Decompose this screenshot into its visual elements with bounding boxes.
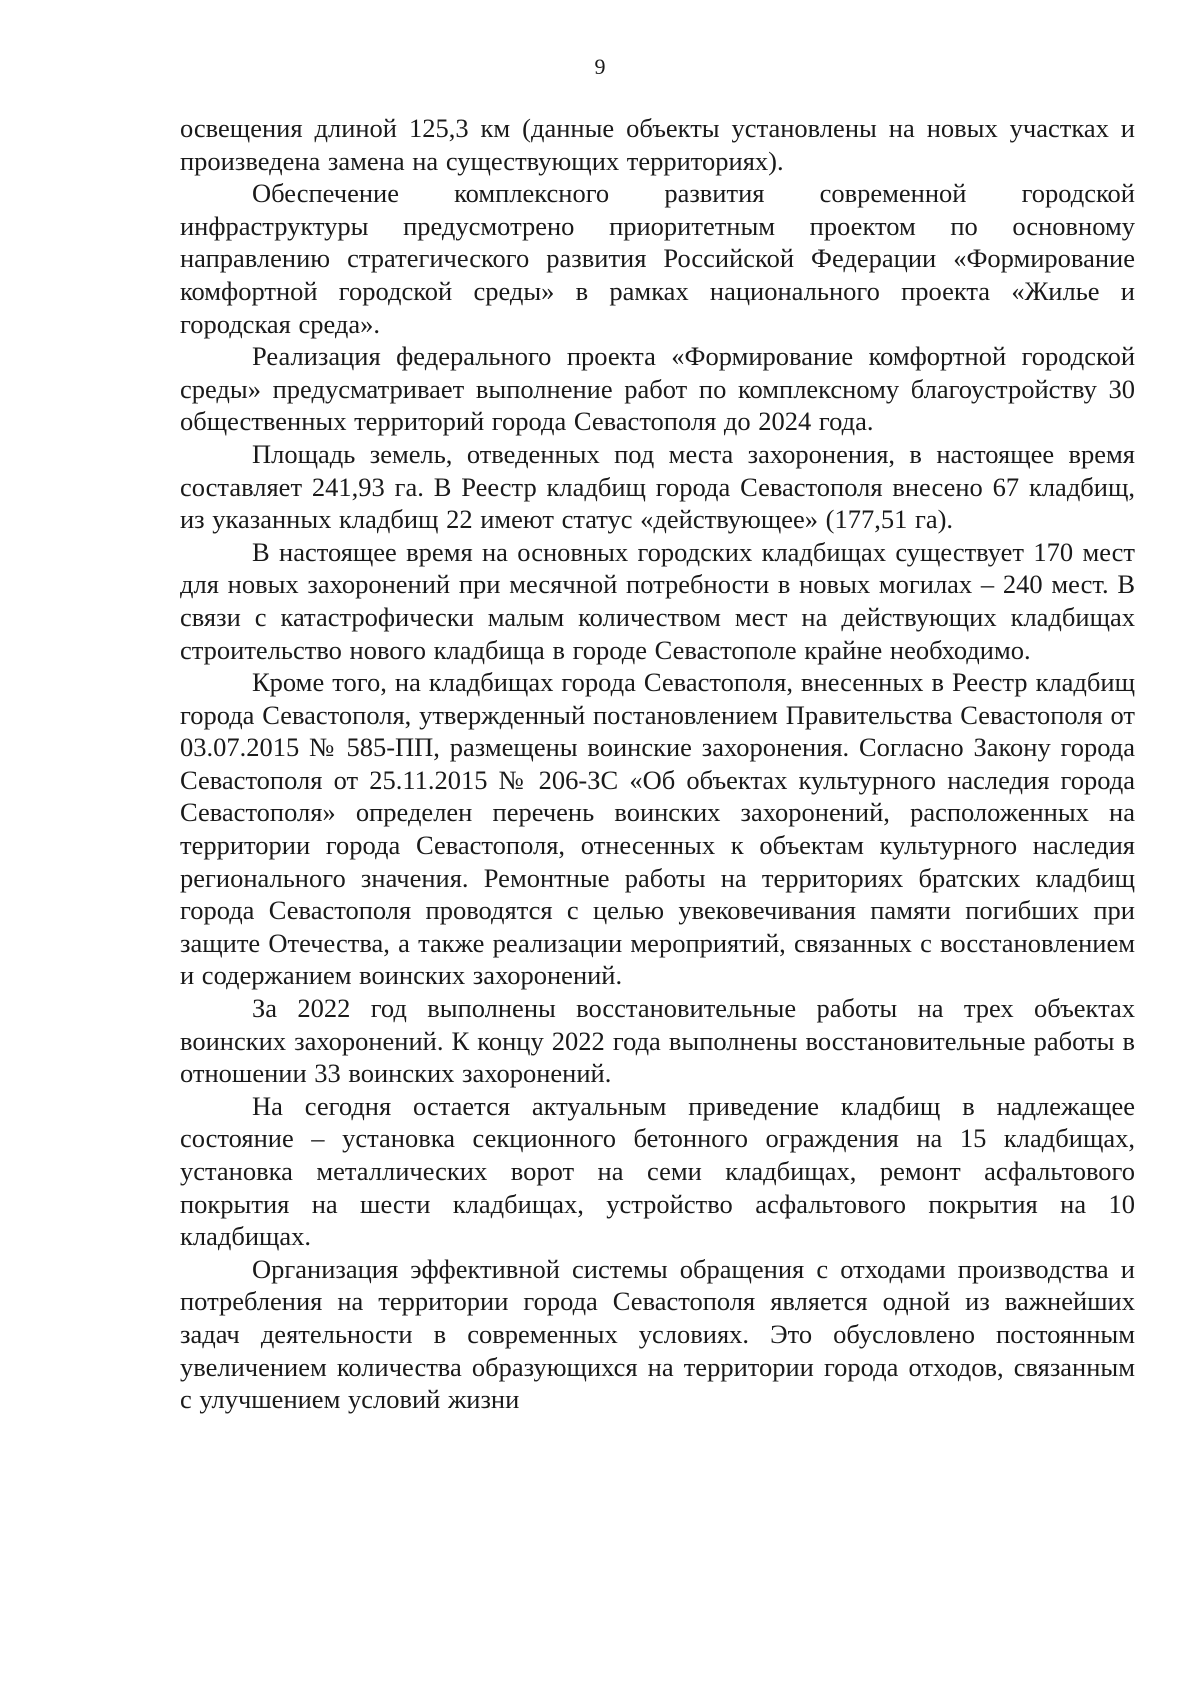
paragraph-waste-management: Организация эффективной системы обращения с отходами производства и потребления на территории города Севастополя является одной из важнейших задач деятельности в современных условиях. Это обусловлено постоянным увеличением количества образующихся на территории города отходов, связанным с улучшением условий жизни xyxy=(180,1253,1135,1415)
paragraph-federal-project: Реализация федерального проекта «Формирование комфортной городской среды» предусматривает выполнение работ по комплексному благоустройству 30 общественных территорий города Севастополя до 2024 года. xyxy=(180,341,1135,437)
paragraph-restoration-2022: За 2022 год выполнены восстановительные работы на трех объектах воинских захоронений. К концу 2022 года выполнены восстановительные работы в отношении 33 воинских захоронений. xyxy=(180,993,1135,1089)
page-number: 9 xyxy=(594,54,606,79)
document-body xyxy=(180,112,1135,1416)
paragraph-burial-places: В настоящее время на основных городских кладбищах существует 170 мест для новых захоронений при месячной потребности в новых могилах – 240 мест. В связи с катастрофически малым количеством мест на действующих кладбищах строительство нового кладбища в городе Севастополе крайне необходимо. xyxy=(180,536,1135,665)
paragraph-cemetery-maintenance: На сегодня остается актуальным приведение кладбищ в надлежащее состояние – установка секционного бетонного ограждения на 15 кладбищах, установка металлических ворот на семи кладбищах, ремонт асфальтового покрытия на шести кладбищах, устройство асфальтового покрытия на 10 кладбищах. xyxy=(180,1090,1135,1252)
paragraph-burial-land: Площадь земель, отведенных под места захоронения, в настоящее время составляет 241,93 га. В Реестр кладбищ города Севастополя внесено 67 кладбищ, из указанных кладбищ 22 имеют статус «действующее» (177,51 га). xyxy=(180,438,1135,535)
paragraph-urban-infrastructure: Обеспечение комплексного развития современной городской инфраструктуры предусмотрено приоритетным проектом по основному направлению стратегического развития Российской Федерации «Формирование комфортной городской среды» в рамках национального проекта «Жилье и городская среда». xyxy=(180,178,1135,339)
paragraph-street-lighting: освещения длиной 125,3 км (данные объекты установлены на новых участках и произведена замена на существующих территориях). xyxy=(180,113,1135,176)
paragraph-military-burials: Кроме того, на кладбищах города Севастополя, внесенных в Реестр кладбищ города Севастополя, утвержденный постановлением Правительства Севастополя от 03.07.2015 № 585-ПП, размещены воинские захоронения. Согласно Закону города Севастополя от 25.11.2015 № 206-ЗС «Об объектах культурного наследия города Севастополя» определен перечень воинских захоронений, расположенных на территории города Севастополя, отнесенных к объектам культурного наследия регионального значения. Ремонтные работы на территориях братских кладбищ города Севастополя проводятся с целью увековечивания памяти погибших при защите Отечества, а также реализации мероприятий, связанных с восстановлением и содержанием воинских захоронений. xyxy=(180,667,1135,991)
